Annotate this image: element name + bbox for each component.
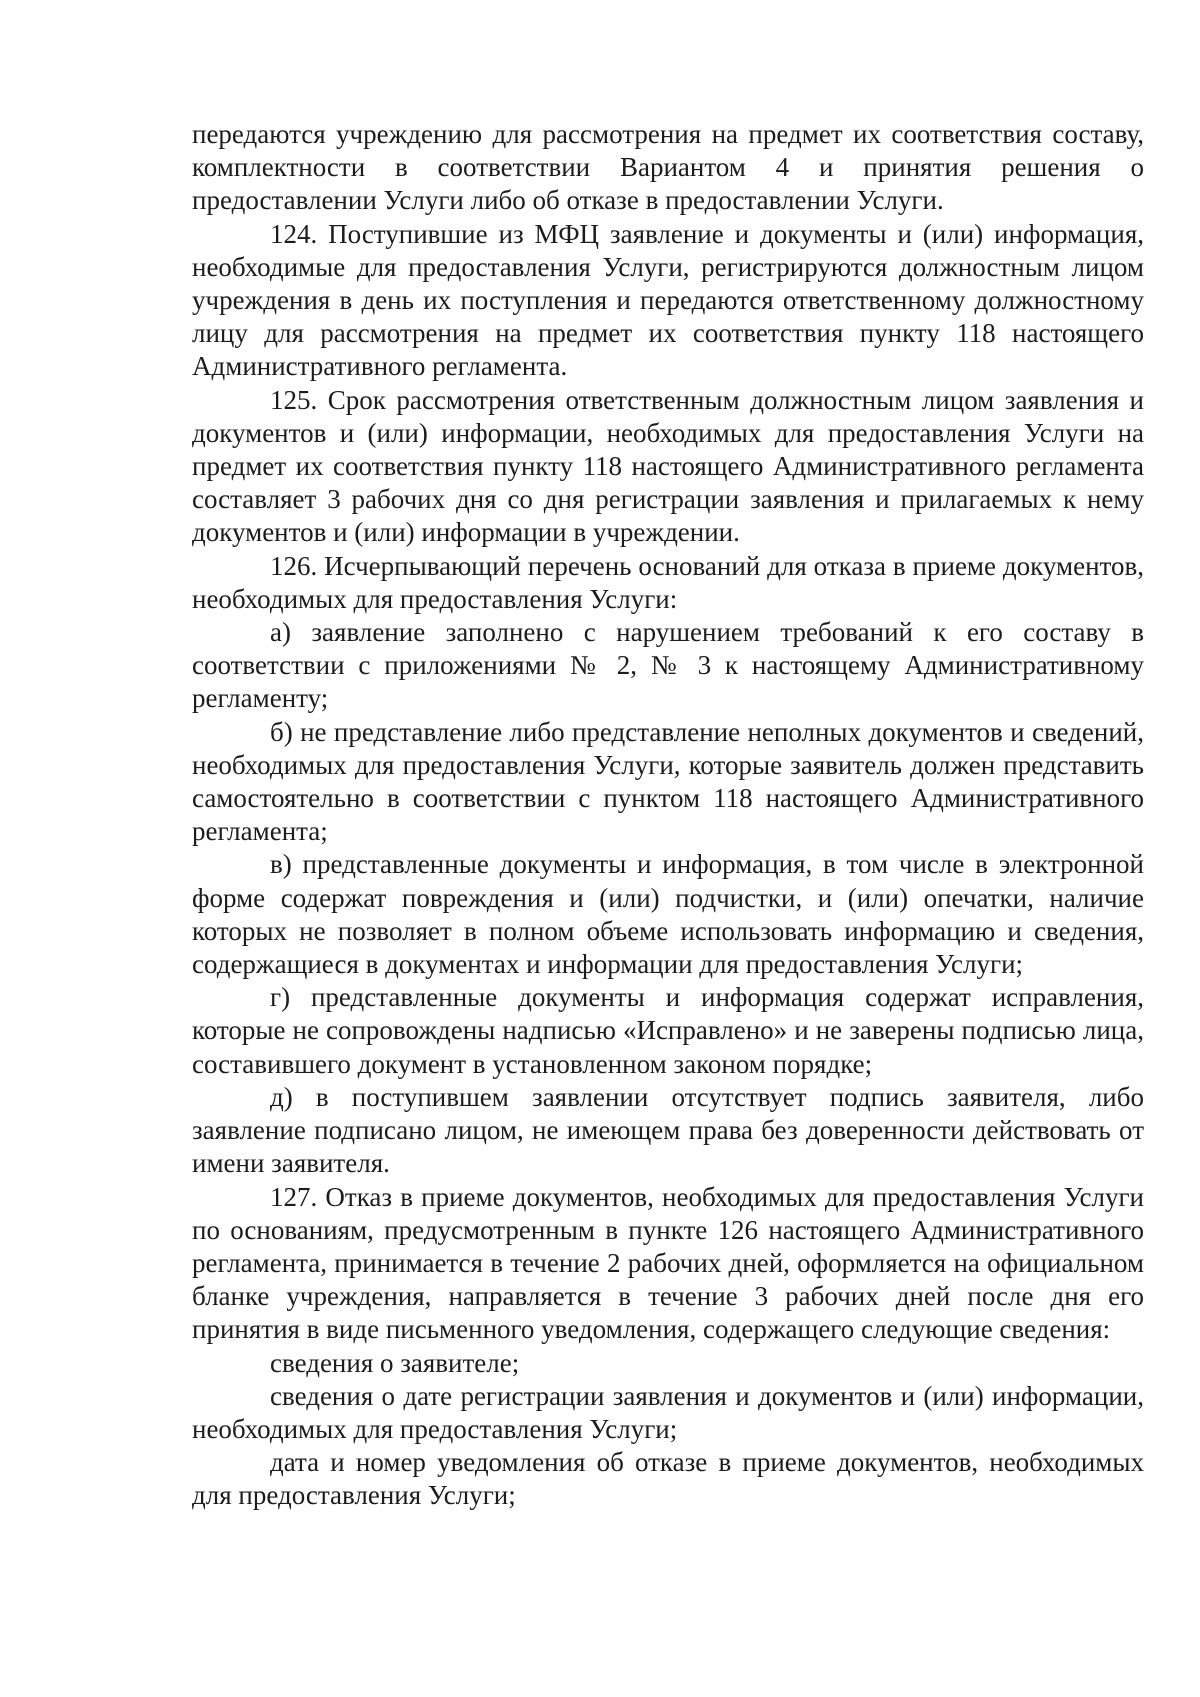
paragraph-125: 125. Срок рассмотрения ответственным должностным лицом заявления и документов и (или) информации, необходимых для предоставления Услуги на предмет их соответствия пункту 118 настоящего Административного регламента составляет 3 рабочих дня со дня регистрации заявления и прилагаемых к нему документов и (или) информации в учреждении. xyxy=(192,384,1144,548)
paragraph-127: 127. Отказ в приеме документов, необходимых для предоставления Услуги по основаниям, предусмотренным в пункте 126 настоящего Административного регламента, принимается в течение 2 рабочих дней, оформляется на официальном бланке учреждения, направляется в течение 3 рабочих дней после дня его принятия в виде письменного уведомления, содержащего следующие сведения: xyxy=(192,1181,1144,1345)
info-item-notice-number: дата и номер уведомления об отказе в приеме документов, необходимых для предоставления Услуги; xyxy=(192,1447,1144,1511)
info-item-applicant: сведения о заявителе; xyxy=(270,1347,520,1378)
list-item-b: б) не представление либо представление неполных документов и сведений, необходимых для предоставления Услуги, которые заявитель должен представить самостоятельно в соответствии с пунктом 118 настоящего Административного регламента; xyxy=(192,716,1144,847)
paragraph-126: 126. Исчерпывающий перечень оснований для отказа в приеме документов, необходимых для предоставления Услуги: xyxy=(192,550,1144,614)
list-item-d: д) в поступившем заявлении отсутствует подпись заявителя, либо заявление подписано лицом, не имеющем права без доверенности действовать от имени заявителя. xyxy=(192,1081,1144,1179)
list-item-g: г) представленные документы и информация содержат исправления, которые не сопровождены надписью «Исправлено» и не заверены подписью лица, составившего документ в установленном законом порядке; xyxy=(192,982,1144,1079)
list-item-a: а) заявление заполнено с нарушением требований к его составу в соответствии с приложениями № 2, № 3 к настоящему Административному регламенту; xyxy=(192,617,1144,714)
list-item-v: в) представленные документы и информация, в том числе в электронной форме содержат повреждения и (или) подчистки, и (или) опечатки, наличие которых не позволяет в полном объеме использовать информацию и сведения, содержащиеся в документах и информации для предоставления Услуги; xyxy=(192,849,1144,980)
document-body xyxy=(192,118,1144,1513)
paragraph-124: 124. Поступившие из МФЦ заявление и документы и (или) информация, необходимые для предоставления Услуги, регистрируются должностным лицом учреждения в день их поступления и передаются ответственному должностному лицу для рассмотрения на предмет их соответствия пункту 118 настоящего Административного регламента. xyxy=(192,218,1144,382)
info-item-registration-date: сведения о дате регистрации заявления и документов и (или) информации, необходимых для предоставления Услуги; xyxy=(192,1380,1144,1444)
paragraph-continuation: передаются учреждению для рассмотрения на предмет их соответствия составу, комплектности в соответствии Вариантом 4 и принятия решения о предоставлении Услуги либо об отказе в предоставлении Услуги. xyxy=(192,119,1144,216)
